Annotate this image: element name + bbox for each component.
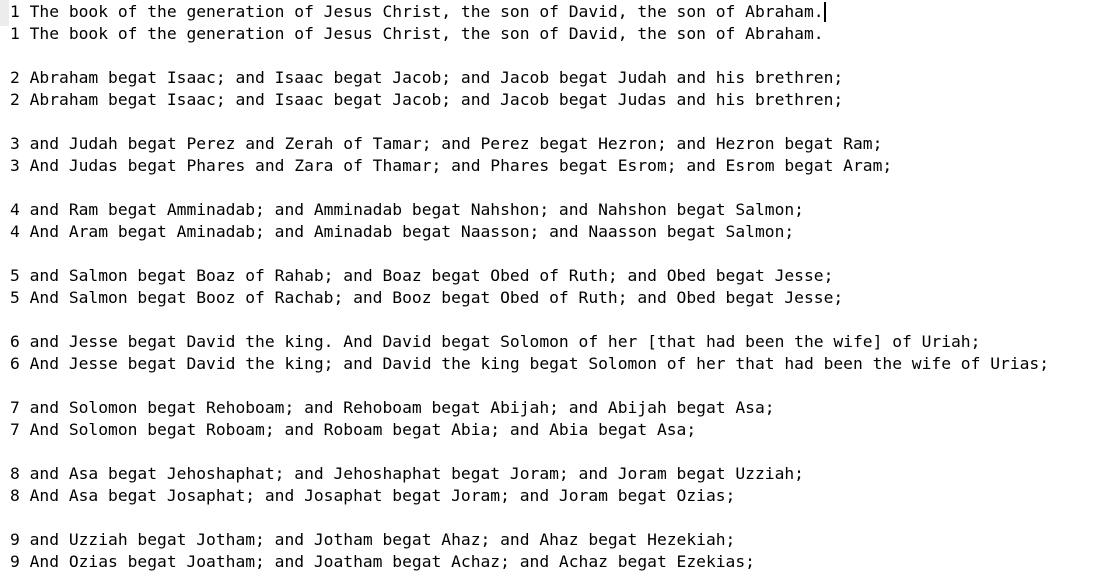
- verse-8-line-1: 8 and Asa begat Jehoshaphat; and Jehoshaphat begat Joram; and Joram begat Uzziah;: [10, 464, 804, 483]
- verse-block-8: [10, 463, 1049, 507]
- verse-5-line-1: 5 and Salmon begat Boaz of Rahab; and Boaz begat Obed of Ruth; and Obed begat Jesse;: [10, 266, 834, 285]
- verse-2-line-1: 2 Abraham begat Isaac; and Isaac begat Jacob; and Jacob begat Judah and his brethren;: [10, 68, 844, 87]
- text-line[interactable]: [10, 397, 1049, 419]
- text-line[interactable]: [10, 23, 1049, 45]
- verse-9-line-2: 9 And Ozias begat Joatham; and Joatham begat Achaz; and Achaz begat Ezekias;: [10, 552, 755, 571]
- text-line[interactable]: [10, 331, 1049, 353]
- verse-1-line-2: 1 The book of the generation of Jesus Christ, the son of David, the son of Abraham.: [10, 24, 824, 43]
- verse-1-line-1: 1 The book of the generation of Jesus Christ, the son of David, the son of Abraham.: [10, 2, 824, 21]
- text-line[interactable]: [10, 551, 1049, 573]
- text-line[interactable]: [10, 265, 1049, 287]
- text-line[interactable]: [10, 221, 1049, 243]
- text-line[interactable]: [10, 353, 1049, 375]
- verse-4-line-2: 4 And Aram begat Aminadab; and Aminadab begat Naasson; and Naasson begat Salmon;: [10, 222, 795, 241]
- text-line[interactable]: [10, 133, 1049, 155]
- verse-8-line-2: 8 And Asa begat Josaphat; and Josaphat begat Joram; and Joram begat Ozias;: [10, 486, 736, 505]
- verse-6-line-1: 6 and Jesse begat David the king. And David begat Solomon of her [that had been the wife] of Uriah;: [10, 332, 981, 351]
- verse-3-line-2: 3 And Judas begat Phares and Zara of Thamar; and Phares begat Esrom; and Esrom begat Aram;: [10, 156, 893, 175]
- verse-block-2: [10, 67, 1049, 111]
- scrollbar-fragment: [0, 0, 9, 26]
- verse-block-1: [10, 1, 1049, 45]
- text-line[interactable]: [10, 89, 1049, 111]
- verse-block-9: [10, 529, 1049, 573]
- text-line[interactable]: [10, 287, 1049, 309]
- text-caret: [824, 2, 826, 22]
- verse-block-4: [10, 199, 1049, 243]
- text-line[interactable]: [10, 463, 1049, 485]
- text-line[interactable]: [10, 199, 1049, 221]
- verse-6-line-2: 6 And Jesse begat David the king; and David the king begat Solomon of her that had been the wife of Urias;: [10, 354, 1050, 373]
- verse-2-line-2: 2 Abraham begat Isaac; and Isaac begat Jacob; and Jacob begat Judas and his brethren;: [10, 90, 844, 109]
- verse-block-6: [10, 331, 1049, 375]
- text-line[interactable]: [10, 485, 1049, 507]
- verse-7-line-1: 7 and Solomon begat Rehoboam; and Rehoboam begat Abijah; and Abijah begat Asa;: [10, 398, 775, 417]
- text-line[interactable]: [10, 1, 1049, 23]
- text-line[interactable]: [10, 529, 1049, 551]
- text-line[interactable]: [10, 419, 1049, 441]
- verse-7-line-2: 7 And Solomon begat Roboam; and Roboam begat Abia; and Abia begat Asa;: [10, 420, 697, 439]
- verse-3-line-1: 3 and Judah begat Perez and Zerah of Tamar; and Perez begat Hezron; and Hezron begat Ram;: [10, 134, 883, 153]
- verse-block-7: [10, 397, 1049, 441]
- text-line[interactable]: [10, 155, 1049, 177]
- text-line[interactable]: [10, 67, 1049, 89]
- verse-5-line-2: 5 And Salmon begat Booz of Rachab; and Booz begat Obed of Ruth; and Obed begat Jesse;: [10, 288, 844, 307]
- verse-block-3: [10, 133, 1049, 177]
- text-editing-area[interactable]: [10, 1, 1049, 580]
- verse-4-line-1: 4 and Ram begat Amminadab; and Amminadab begat Nahshon; and Nahshon begat Salmon;: [10, 200, 804, 219]
- verse-9-line-1: 9 and Uzziah begat Jotham; and Jotham begat Ahaz; and Ahaz begat Hezekiah;: [10, 530, 736, 549]
- verse-block-5: [10, 265, 1049, 309]
